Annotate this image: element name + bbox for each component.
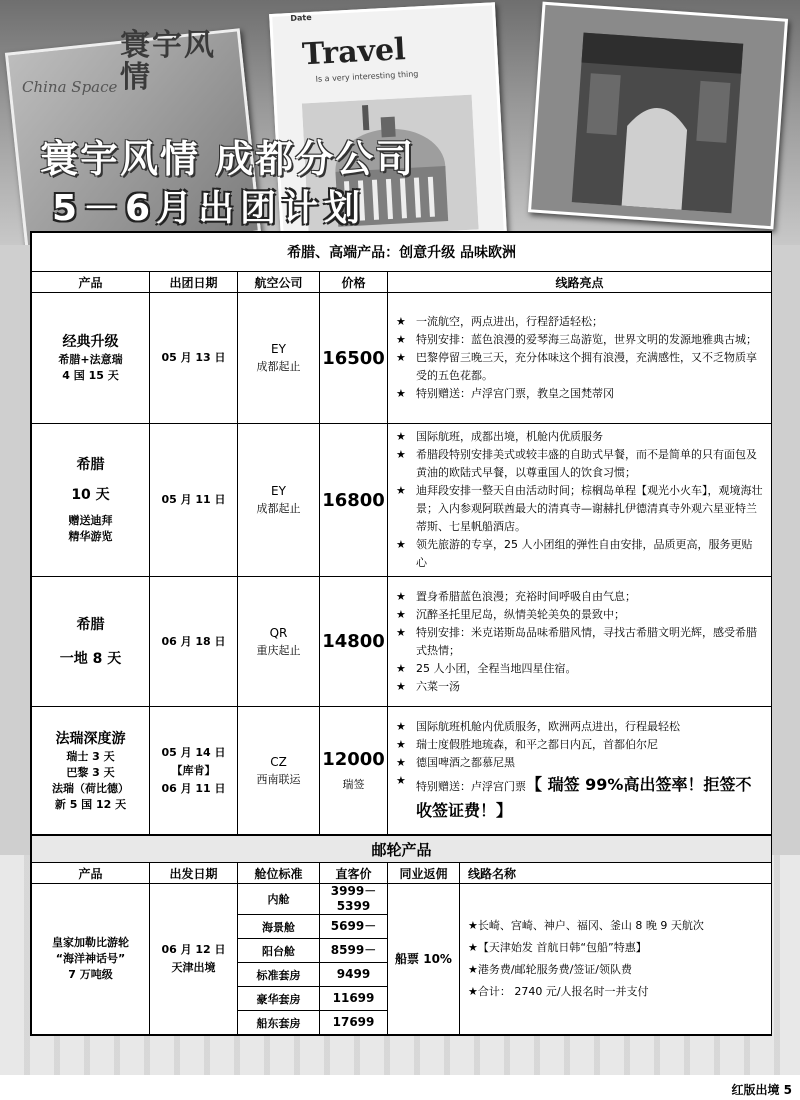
product-duration: 一地 8 天: [59, 650, 122, 667]
highlight-item: ★ 德国啤酒之都慕尼黑: [396, 754, 763, 772]
europe-table: [31, 232, 772, 835]
header-product: 产品: [32, 863, 150, 884]
departure-date: 06 月 11 日: [161, 781, 226, 795]
cabin-price: 8599－: [320, 939, 388, 963]
cabin-type: 内舱: [238, 884, 320, 915]
highlight-item: ★ 沉醉圣托里尼岛，纵情美轮美奂的景致中；: [396, 606, 763, 624]
commission-cell: 船票 10%: [388, 884, 460, 1035]
cabin-type: 船东套房: [238, 1011, 320, 1035]
product-duration: 4 国 15 天: [62, 369, 119, 382]
cabin-price: 5699－: [320, 915, 388, 939]
table-row: [32, 707, 772, 835]
highlight-item: ★ 六菜一汤: [396, 678, 763, 696]
highlight-item: ★ 希腊段特别安排美式或较丰盛的自助式早餐，而不是简单的只有面包及黄油的欧陆式早餐，以尊重国人的饮食习惯；: [396, 446, 763, 482]
highlight-item: ★ 一流航空，两点进出，行程舒适轻松；: [396, 313, 763, 331]
airline-cell: [238, 707, 320, 835]
product-name: 法瑞深度游: [55, 730, 126, 747]
highlights-cell: [388, 424, 772, 577]
cruise-line-name: 皇家加勒比游轮: [52, 936, 129, 949]
highlight-item: [396, 772, 763, 824]
cabin-price: 9499: [320, 963, 388, 987]
highlight-item: ★ 领先旅游的专享，25 人小团组的弹性自由安排，品质更高，服务更贴心: [396, 536, 763, 572]
departure-date: 05 月 11 日: [150, 424, 238, 577]
cabin-type: 阳台舱: [238, 939, 320, 963]
product-detail: 希腊+法意瑞: [58, 353, 123, 366]
product-detail: 法瑞（荷比德）: [52, 781, 129, 795]
photo-date-label: Date: [290, 12, 312, 23]
ship-name: “海洋神话号”: [55, 952, 126, 965]
europe-caption: 希腊、高端产品：创意升级 品味欧洲: [32, 233, 772, 272]
price-cell: 16500: [320, 293, 388, 424]
product-detail: 精华游览: [68, 530, 113, 543]
route-item: ★长崎、宫崎、神户、福冈、釜山 8 晚 9 天航次: [468, 919, 704, 932]
header-date: 出发日期: [150, 863, 238, 884]
visa-promo-text: 【 瑞签 99%高出签率！拒签不收签证费！】: [416, 774, 752, 820]
highlights-cell: [388, 293, 772, 424]
arch-icon: [552, 21, 764, 215]
airline-code: EY: [271, 342, 286, 356]
itinerary-sheet: [30, 231, 772, 1036]
cabin-price: 3999－: [330, 884, 377, 898]
cabin-price: 17699: [320, 1011, 388, 1035]
airline-route: 重庆起止: [256, 643, 301, 657]
price-cell: [320, 707, 388, 835]
route-item: ★港务费/邮轮服务费/签证/领队费: [468, 963, 632, 976]
photo-subtitle: Is a very interesting thing: [315, 69, 419, 84]
airline-code: EY: [271, 484, 286, 498]
departure-date: 06 月 18 日: [150, 577, 238, 707]
product-duration: 新 5 国 12 天: [54, 797, 127, 811]
header-highlights: 线路亮点: [388, 272, 772, 293]
cabin-price: 11699: [320, 987, 388, 1011]
header-cabin: 舱位标准: [238, 863, 320, 884]
logo-text: 寰宇风情: [120, 28, 216, 95]
table-row: [32, 884, 772, 915]
header-price: 直客价: [320, 863, 388, 884]
cabin-type: 豪华套房: [238, 987, 320, 1011]
departure-note: 【库肯】: [171, 763, 216, 777]
cruise-product-cell: [32, 884, 150, 1035]
airline-code: CZ: [270, 754, 287, 769]
visa-gift-text: 特别赠送：卢浮宫门票: [416, 779, 526, 793]
header-product: 产品: [32, 272, 150, 293]
airline-cell: [238, 293, 320, 424]
product-name: 经典升级: [62, 334, 119, 350]
product-cell: [32, 577, 150, 707]
product-cell: [32, 424, 150, 577]
airline-code: QR: [269, 625, 288, 640]
cabin-price: 5399: [336, 899, 371, 913]
airline-route: 西南联运: [256, 772, 301, 786]
photo-title: Travel: [301, 32, 407, 73]
price-note: 瑞签: [342, 778, 365, 791]
table-row: [32, 424, 772, 577]
cruise-caption: 邮轮产品: [32, 836, 772, 863]
header-airline: 航空公司: [238, 272, 320, 293]
highlight-item: ★ 特别赠送：卢浮宫门票，教皇之国梵蒂冈: [396, 385, 763, 403]
price-cell: 16800: [320, 424, 388, 577]
page-headline: 寰宇风情 成都分公司: [40, 137, 416, 181]
price-value: 12000: [322, 749, 385, 770]
cruise-date-cell: [150, 884, 238, 1035]
highlight-item: ★ 25 人小团，全程当地四星住宿。: [396, 660, 763, 678]
table-row: [32, 577, 772, 707]
cabin-type: 海景舱: [238, 915, 320, 939]
departure-date: 05 月 13 日: [150, 293, 238, 424]
highlight-item: ★ 国际航班机舱内优质服务，欧洲两点进出，行程最轻松: [396, 718, 763, 736]
arc-de-triomphe-photo: [528, 2, 788, 230]
product-detail: 巴黎 3 天: [66, 765, 115, 779]
highlight-item: ★ 置身希腊蓝色浪漫；充裕时间呼吸自由气息；: [396, 588, 763, 606]
departure-port: 天津出境: [171, 961, 216, 974]
page-footer: 红版出境 5: [731, 1083, 792, 1097]
highlight-item: ★ 特别安排：米克诺斯岛品味希腊风情，寻找古希腊文明光辉，感受希腊式热情；: [396, 624, 763, 660]
header-commission: 同业返佣: [388, 863, 460, 884]
product-detail: 赠送迪拜: [68, 514, 113, 527]
departure-date: 05 月 14 日: [161, 745, 226, 759]
highlight-item: ★ 瑞士度假胜地琉森，和平之都日内瓦，首都伯尔尼: [396, 736, 763, 754]
product-duration: 10 天: [71, 487, 110, 503]
product-cell: [32, 707, 150, 835]
departure-date-cell: [150, 707, 238, 835]
airline-cell: [238, 424, 320, 577]
airline-route: 成都起止: [256, 502, 301, 515]
product-name: 希腊: [76, 616, 105, 633]
header-price: 价格: [320, 272, 388, 293]
header-route: 线路名称: [460, 863, 772, 884]
route-item: ★【天津始发 首航日韩“包船”特惠】: [468, 941, 647, 954]
header-date: 出团日期: [150, 272, 238, 293]
cruise-table: [31, 835, 772, 1035]
product-name: 希腊: [76, 457, 105, 473]
ship-tonnage: 7 万吨级: [68, 968, 113, 981]
highlight-item: ★ 特别安排：蓝色浪漫的爱琴海三岛游览，世界文明的发源地雅典古城；: [396, 331, 763, 349]
cabin-price-cell: [320, 884, 388, 915]
price-cell: 14800: [320, 577, 388, 707]
product-detail: 瑞士 3 天: [66, 749, 115, 763]
route-item: ★合计： 2740 元/人报名时一并支付: [468, 985, 649, 998]
header-banner: [0, 0, 800, 245]
product-cell: [32, 293, 150, 424]
highlights-cell: [388, 707, 772, 835]
highlight-item: ★ 国际航班，成都出境，机舱内优质服务: [396, 428, 763, 446]
logo-english: China Space: [22, 78, 118, 96]
cabin-type: 标准套房: [238, 963, 320, 987]
highlight-item: ★ 迪拜段安排一整天自由活动时间；棕榈岛单程【观光小火车】，观境海壮景；入内参观阿联酋最大的清真寺—谢赫扎伊德清真寺外观六星亚特兰蒂斯、七星帆船酒店。: [396, 482, 763, 536]
page-subheadline: 5－6月出团计划: [52, 188, 367, 229]
highlights-cell: [388, 577, 772, 707]
cruise-route-cell: [460, 884, 772, 1035]
departure-date: 06 月 12 日: [161, 943, 226, 956]
airline-cell: [238, 577, 320, 707]
airline-route: 成都起止: [256, 360, 301, 373]
table-row: [32, 293, 772, 424]
highlight-item: ★ 巴黎停留三晚三天，充分体味这个拥有浪漫，充满感性，又不乏物质享受的五色花都。: [396, 349, 763, 385]
